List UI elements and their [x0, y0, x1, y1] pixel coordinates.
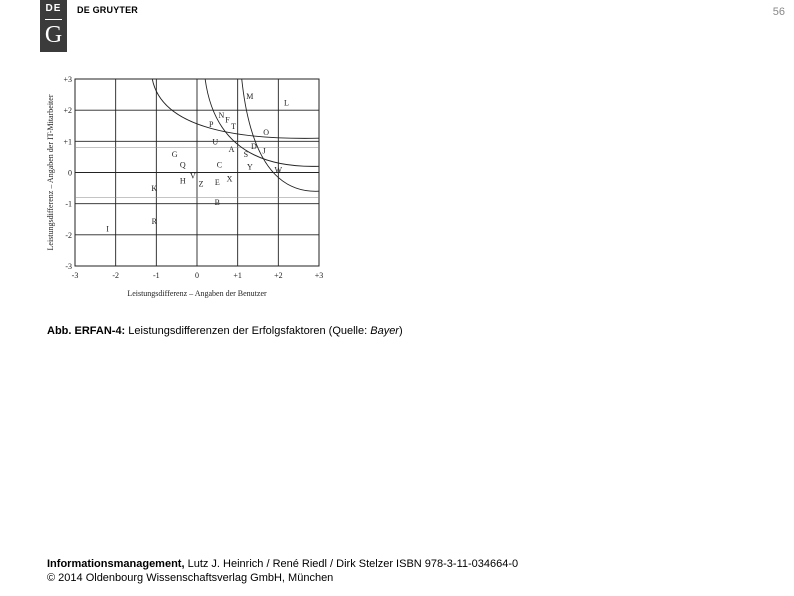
logo-divider	[45, 19, 62, 20]
data-point: Z	[198, 179, 204, 189]
caption-id: Abb. ERFAN-4:	[47, 325, 126, 337]
logo-top-text: DE	[45, 3, 62, 14]
data-point: S	[243, 149, 249, 159]
y-tick-label: -3	[65, 262, 72, 271]
data-point: O	[263, 127, 270, 137]
x-tick-label: +2	[274, 271, 283, 280]
data-point: C	[216, 160, 223, 170]
footer-copyright: © 2014 Oldenbourg Wissenschaftsverlag GmbH, München	[47, 572, 334, 584]
figure-caption	[47, 325, 403, 337]
chart-curves	[151, 79, 319, 194]
y-tick-label: +2	[63, 106, 72, 116]
page-number: 56	[772, 6, 785, 18]
data-point: B	[214, 198, 221, 208]
chart-grid	[75, 79, 319, 266]
data-point: Y	[246, 162, 253, 172]
caption-text: Leistungsdifferenzen der Erfolgsfaktoren (Quelle:	[125, 325, 371, 337]
data-point: T	[231, 121, 237, 131]
data-point: D	[251, 142, 257, 152]
publisher-name: DE GRUYTER	[77, 5, 139, 15]
book-title: Informationsmanagement,	[47, 558, 185, 570]
book-authors: Lutz J. Heinrich / René Riedl / Dirk Stelzer ISBN 978-3-11-034664-0	[184, 558, 519, 570]
data-point: E	[214, 177, 220, 187]
x-tick-label: -2	[112, 271, 120, 280]
y-tick-label: +1	[63, 137, 72, 147]
data-point: M	[246, 92, 254, 102]
de-gruyter-logo	[40, 0, 67, 52]
data-point: F	[225, 115, 230, 125]
data-point: L	[284, 98, 289, 108]
page-footer	[47, 557, 518, 585]
data-point: Q	[179, 160, 186, 170]
data-point: G	[171, 149, 178, 159]
data-point: A	[228, 145, 235, 155]
data-point: R	[151, 216, 157, 226]
y-tick-label: -1	[65, 199, 72, 209]
x-tick-label: -1	[152, 271, 160, 280]
data-point: V	[190, 171, 196, 181]
y-axis-title: Leistungsdifferenz – Angaben der IT-Mitarbeiter	[46, 94, 55, 251]
x-tick-label: -3	[71, 271, 79, 280]
data-point: K	[151, 184, 158, 194]
data-point: P	[209, 120, 214, 130]
y-tick-label: 0	[68, 168, 72, 178]
scatter-chart	[44, 76, 334, 306]
caption-source: Bayer	[370, 325, 399, 337]
x-tick-label: +1	[233, 271, 242, 280]
x-axis-title: Leistungsdifferenz – Angaben der Benutzer	[127, 289, 267, 298]
data-point: N	[218, 110, 225, 120]
data-point: J	[262, 146, 266, 156]
figure-scatter	[44, 76, 334, 306]
logo-bottom-text: G	[44, 22, 63, 48]
data-point: X	[226, 174, 233, 184]
x-tick-label: 0	[195, 271, 199, 280]
footer-line-1	[47, 557, 518, 571]
x-tick-label: +3	[314, 271, 324, 280]
y-tick-label: +3	[63, 76, 72, 84]
caption-close: )	[398, 325, 403, 337]
data-point: U	[212, 137, 219, 147]
chart-points	[106, 92, 289, 233]
data-point: H	[179, 176, 186, 186]
data-point: W	[274, 165, 283, 175]
y-tick-label: -2	[65, 230, 72, 240]
data-point: I	[106, 224, 109, 234]
